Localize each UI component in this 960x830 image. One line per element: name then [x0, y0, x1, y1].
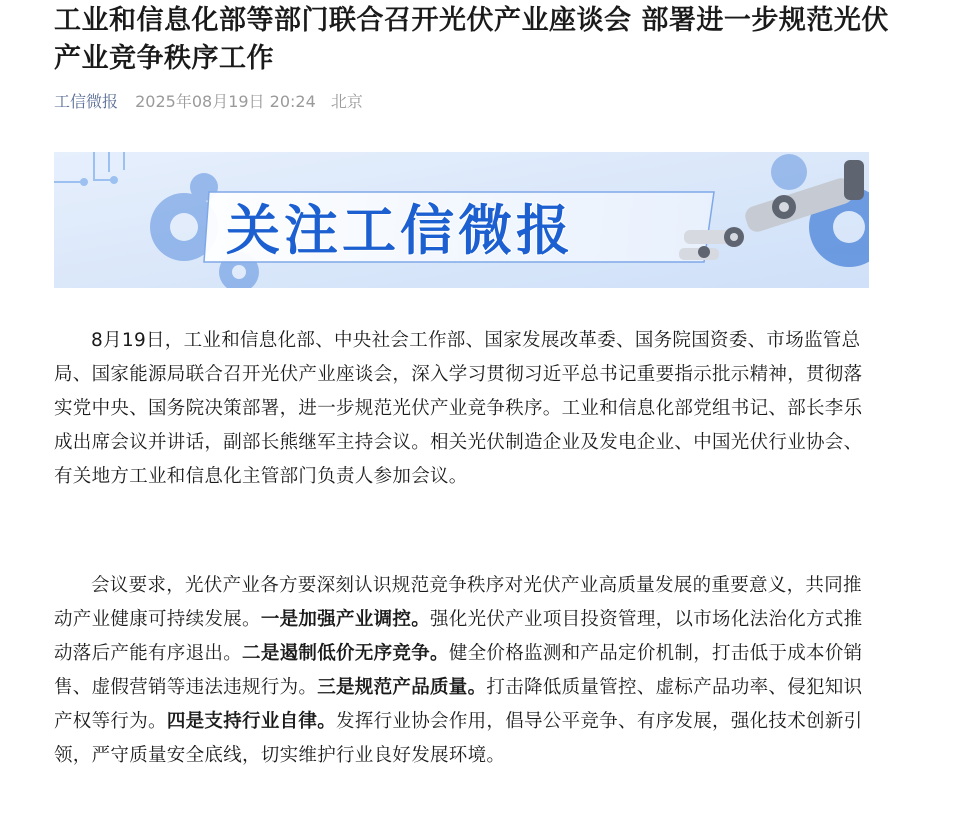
paragraph-1: 8月19日，工业和信息化部、中央社会工作部、国家发展改革委、国务院国资委、市场监管总局、国家能源局联合召开光伏产业座谈会，深入学习贯彻习近平总书记重要指示批示精神，贯彻落实党中央、国务院决策部署，进一步规范光伏产业竞争秩序。工业和信息化部党组书记、部长李乐成出席会议并讲话，副部长熊继军主持会议。相关光伏制造企业及发电企业、中国光伏行业协会、有关地方工业和信息化主管部门负责人参加会议。: [54, 330, 863, 487]
source-account-link[interactable]: 工信微报: [54, 92, 119, 111]
article-meta: [54, 90, 363, 114]
point-4-body: 发挥行业协会作用，倡导公平竞争、有序发展，强化技术创新引领，严守质量安全底线，切实维护行业良好发展环境。: [54, 711, 863, 766]
point-1-body: 强化光伏产业项目投资管理，以市场化法治化方式推动落后产能有序退出。: [54, 609, 863, 664]
banner-title: 关注工信微报: [226, 199, 574, 262]
publish-location: 北京: [330, 92, 363, 111]
publish-date: 2025年08月19日 20:24: [135, 92, 316, 111]
paragraph-2: [54, 569, 874, 773]
point-4-heading: 四是支持行业自律。: [166, 711, 337, 732]
banner-image: [54, 152, 869, 288]
point-1-heading: 一是加强产业调控。: [260, 609, 431, 630]
point-3-body: 打击降低质量管控、虚标产品功率、侵犯知识产权等行为。: [54, 677, 863, 732]
paragraph-2-intro: 会议要求，光伏产业各方要深刻认识规范竞争秩序对光伏产业高质量发展的重要意义，共同推动产业健康可持续发展。: [54, 575, 862, 630]
point-3-heading: 三是规范产品质量。: [317, 677, 487, 698]
point-2-body: 健全价格监测和产品定价机制，打击低于成本价销售、虚假营销等违法违规行为。: [54, 643, 863, 698]
article-title: 工业和信息化部等部门联合召开光伏产业座谈会 部署进一步规范光伏产业竞争秩序工作: [54, 5, 889, 74]
point-2-heading: 二是遏制低价无序竞争。: [242, 643, 449, 664]
